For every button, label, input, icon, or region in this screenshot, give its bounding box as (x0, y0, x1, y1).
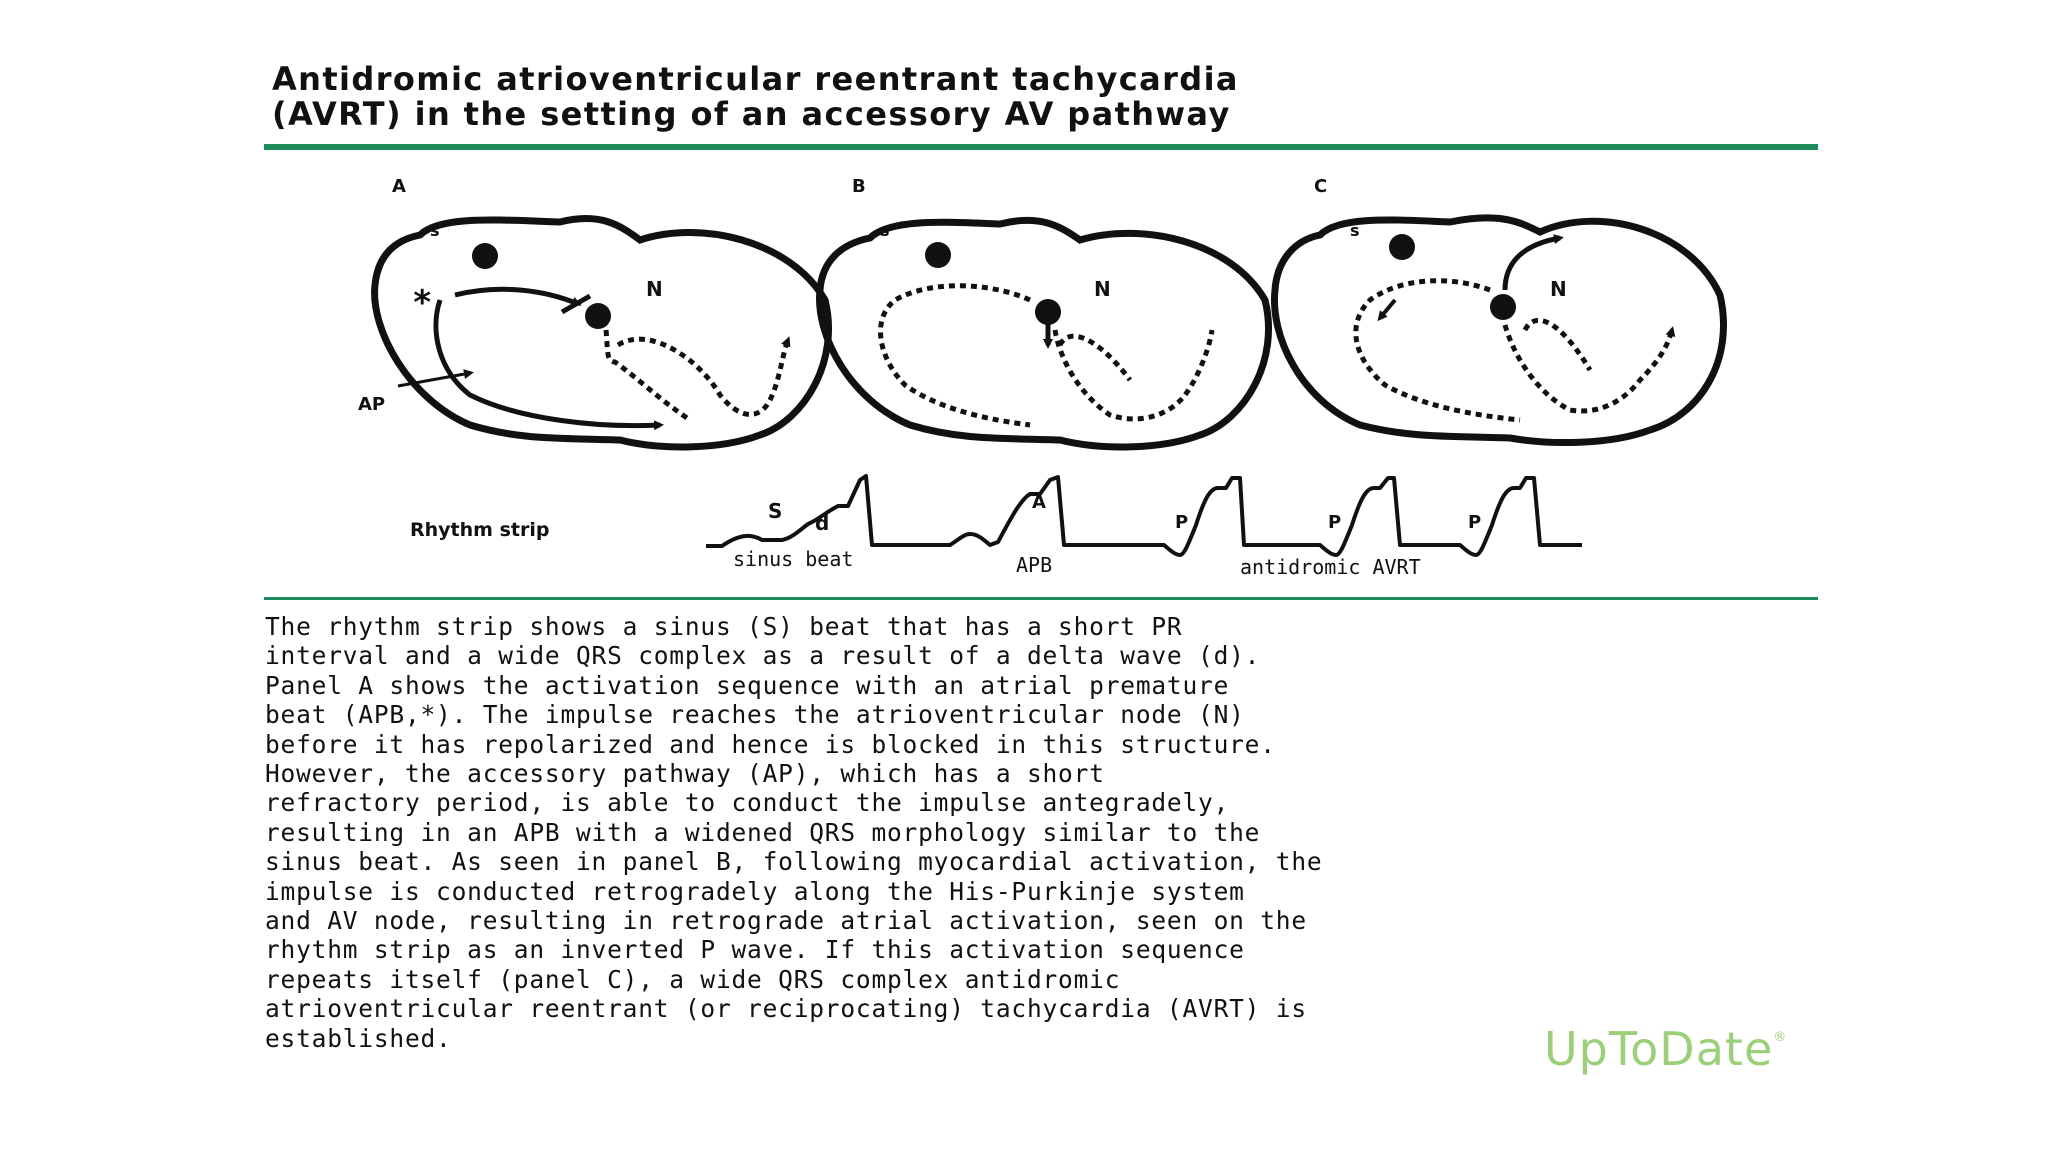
panel-b-node-label: N (1094, 277, 1111, 301)
title-line-2: (AVRT) in the setting of an accessory AV pathway (272, 95, 1231, 133)
panel-a-node-label: N (646, 277, 663, 301)
panel-c-av-node-dot (1490, 294, 1516, 320)
caption-line: atrioventricular reentrant (or reciprocating) tachycardia (AVRT) is (265, 994, 1307, 1024)
caption-line: However, the accessory pathway (AP), which has a short (265, 759, 1105, 789)
wave-label-s: S (768, 499, 783, 523)
caption-line: beat (APB,*). The impulse reaches the atrioventricular node (N) (265, 700, 1245, 730)
caption-line: interval and a wide QRS complex as a result of a delta wave (d). (265, 641, 1261, 671)
wave-label-p1: P (1175, 512, 1189, 533)
rhythm-strip-label: Rhythm strip (410, 519, 550, 541)
panel-b-sinus-label: s (880, 221, 890, 240)
wave-label-d: d (815, 511, 830, 535)
segment-label-apb: APB (1016, 553, 1053, 577)
caption-line: Panel A shows the activation sequence with an atrial premature (265, 670, 1230, 700)
title-line-1: Antidromic atrioventricular reentrant tachycardia (272, 60, 1239, 98)
panel-a-ventricle-dashed (618, 339, 788, 414)
panel-a-heart-outline (375, 218, 829, 446)
segment-label-antidromic-avrt: antidromic AVRT (1240, 555, 1421, 579)
panel-a-letter: A (392, 176, 406, 197)
caption-line: refractory period, is able to conduct the impulse antegradely, (265, 788, 1230, 818)
panel-a-sinus-node-dot (472, 243, 498, 269)
panel-a-av-node-dot (585, 303, 611, 329)
ecg-trace (706, 476, 1582, 555)
panel-a (358, 176, 829, 447)
panel-c-heart-outline (1274, 218, 1723, 443)
wave-label-p3: P (1468, 512, 1482, 533)
registered-mark: ® (1773, 1030, 1788, 1045)
figure-caption (265, 612, 1845, 1053)
panel-c (1274, 176, 1723, 443)
panel-c-septum-dashed (1525, 320, 1590, 370)
panel-b-ventricle-dashed (1055, 330, 1212, 419)
caption-line: and AV node, resulting in retrograde atrial activation, seen on the (265, 906, 1307, 936)
caption-line: before it has repolarized and hence is blocked in this structure. (265, 729, 1276, 759)
panel-a-pathway-conduction (436, 300, 660, 426)
panel-c-node-label: N (1550, 277, 1567, 301)
rhythm-strip (410, 476, 1582, 579)
caption-line: repeats itself (panel C), a wide QRS complex antidromic (265, 964, 1121, 994)
panel-b (820, 176, 1269, 447)
logo-text: UpToDate (1544, 1022, 1774, 1076)
panel-c-sinus-node-dot (1389, 234, 1415, 260)
segment-label-sinus-beat: sinus beat (733, 547, 854, 571)
panel-a-atrial-arrow (455, 289, 578, 304)
caption-line: established. (265, 1023, 452, 1053)
panel-b-sinus-node-dot (925, 242, 951, 268)
panel-a-ap-label: AP (358, 394, 386, 415)
caption-divider (264, 597, 1818, 600)
panel-c-sinus-label: s (1350, 221, 1360, 240)
panel-b-heart-outline (820, 220, 1269, 447)
panel-c-atrial-arrow (1380, 300, 1395, 318)
panel-c-letter: C (1314, 176, 1328, 197)
panel-b-letter: B (852, 176, 866, 197)
caption-line: The rhythm strip shows a sinus (S) beat that has a short PR (265, 612, 1183, 641)
wave-label-p2: P (1328, 512, 1342, 533)
panel-a-premature-star: * (412, 283, 433, 323)
caption-line: impulse is conducted retrogradely along the His-Purkinje system (265, 876, 1245, 906)
uptodate-logo (1544, 1022, 1787, 1076)
panel-b-retrograde-dashed (881, 286, 1030, 425)
wave-label-a: A (1032, 492, 1046, 513)
caption-line: sinus beat. As seen in panel B, following myocardial activation, the (265, 847, 1323, 877)
caption-line: resulting in an APB with a widened QRS morphology similar to the (265, 817, 1261, 847)
caption-line: rhythm strip as an inverted P wave. If this activation sequence (265, 935, 1245, 965)
panel-a-sinus-label: s (430, 221, 440, 240)
